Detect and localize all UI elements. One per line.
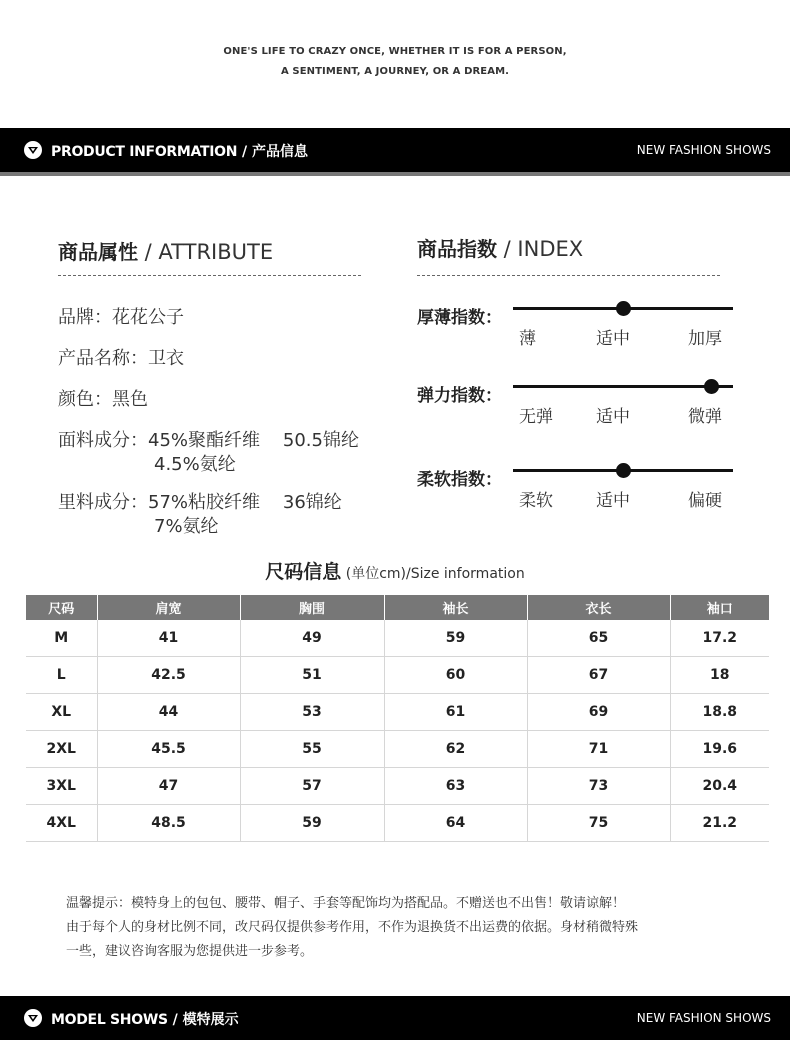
title-zh: / 产品信息 bbox=[237, 144, 309, 160]
index-label: 柔软指数： bbox=[417, 470, 502, 490]
table-cell: 59 bbox=[240, 805, 384, 842]
index-heading bbox=[417, 233, 583, 262]
title-en: PRODUCT INFORMATION bbox=[51, 144, 238, 160]
table-cell: 44 bbox=[97, 694, 240, 731]
new-fashion-shows-label: NEW FASHION SHOWS bbox=[636, 1011, 771, 1025]
table-cell: 21.2 bbox=[670, 805, 769, 842]
index-track bbox=[513, 385, 733, 388]
tips-line-3: 一些，建议咨询客服为您提供进一步参考。 bbox=[66, 944, 314, 959]
header-sleeve: 袖长 bbox=[384, 595, 527, 620]
chevron-down-circle-icon bbox=[24, 1009, 42, 1027]
table-cell: 3XL bbox=[26, 768, 97, 805]
table-cell: 63 bbox=[384, 768, 527, 805]
table-cell: 73 bbox=[527, 768, 670, 805]
attr-lining-line2: 7%氨纶 bbox=[154, 516, 219, 537]
header-cuff: 袖口 bbox=[670, 595, 769, 620]
table-cell: 19.6 bbox=[670, 731, 769, 768]
table-cell: 71 bbox=[527, 731, 670, 768]
index-mid-text: 适中 bbox=[596, 407, 630, 427]
model-shows-header bbox=[0, 996, 790, 1040]
table-cell: 62 bbox=[384, 731, 527, 768]
table-cell: 42.5 bbox=[97, 657, 240, 694]
tips-line-1: 温馨提示：模特身上的包包、腰带、帽子、手套等配饰均为搭配品。不赠送也不出售！敬请谅解！ bbox=[66, 896, 626, 911]
attr-fabric-line2: 4.5%氨纶 bbox=[154, 454, 236, 475]
size-table bbox=[26, 595, 769, 842]
table-cell: 49 bbox=[240, 620, 384, 657]
attribute-heading-en: / ATTRIBUTE bbox=[138, 240, 274, 264]
table-cell: XL bbox=[26, 694, 97, 731]
header-length: 衣长 bbox=[527, 595, 670, 620]
table-row bbox=[26, 768, 769, 805]
product-information-header bbox=[0, 128, 790, 176]
index-label: 弹力指数： bbox=[417, 386, 502, 406]
index-marker bbox=[616, 463, 631, 478]
table-cell: 18.8 bbox=[670, 694, 769, 731]
table-cell: 45.5 bbox=[97, 731, 240, 768]
table-cell: 65 bbox=[527, 620, 670, 657]
table-cell: 57 bbox=[240, 768, 384, 805]
index-left-text: 薄 bbox=[519, 329, 536, 349]
table-row bbox=[26, 805, 769, 842]
table-cell: 48.5 bbox=[97, 805, 240, 842]
index-right-text: 偏硬 bbox=[688, 491, 722, 511]
motto-line-1: ONE'S LIFE TO CRAZY ONCE, WHETHER IT IS FOR A PERSON, bbox=[223, 46, 567, 57]
motto-line-2: A SENTIMENT, A JOURNEY, OR A DREAM. bbox=[280, 66, 510, 77]
size-title-sub: (单位cm)/Size information bbox=[341, 566, 525, 582]
table-cell: 41 bbox=[97, 620, 240, 657]
size-information-title bbox=[0, 557, 790, 584]
index-left-text: 柔软 bbox=[519, 491, 553, 511]
table-cell: 53 bbox=[240, 694, 384, 731]
new-fashion-shows-label: NEW FASHION SHOWS bbox=[636, 143, 771, 157]
table-cell: 69 bbox=[527, 694, 670, 731]
table-cell: 75 bbox=[527, 805, 670, 842]
table-cell: 51 bbox=[240, 657, 384, 694]
tips-line-2: 由于每个人的身材比例不同，改尺码仅提供参考作用，不作为退换货不出运费的依据。身材稍微特殊 bbox=[66, 920, 639, 935]
table-row bbox=[26, 694, 769, 731]
table-cell: 47 bbox=[97, 768, 240, 805]
index-divider bbox=[417, 275, 720, 276]
index-right-text: 微弹 bbox=[688, 407, 722, 427]
attr-lining: 里料成分：57%粘胶纤维 36锦纶 bbox=[58, 492, 342, 513]
attribute-divider bbox=[58, 275, 361, 276]
table-cell: 2XL bbox=[26, 731, 97, 768]
table-cell: 60 bbox=[384, 657, 527, 694]
table-cell: 59 bbox=[384, 620, 527, 657]
size-table-header bbox=[26, 595, 769, 620]
header-shoulder: 肩宽 bbox=[97, 595, 240, 620]
table-cell: 67 bbox=[527, 657, 670, 694]
attr-fabric: 面料成分：45%聚酯纤维 50.5锦纶 bbox=[58, 430, 359, 451]
size-title-zh: 尺码信息 bbox=[265, 561, 342, 583]
table-cell: L bbox=[26, 657, 97, 694]
table-cell: 64 bbox=[384, 805, 527, 842]
index-marker bbox=[704, 379, 719, 394]
attribute-heading-zh: 商品属性 bbox=[58, 240, 138, 264]
attr-brand: 品牌：花花公子 bbox=[58, 307, 184, 328]
index-label: 厚薄指数： bbox=[417, 308, 502, 328]
table-cell: 17.2 bbox=[670, 620, 769, 657]
product-information-title bbox=[51, 141, 308, 161]
attr-product-name: 产品名称：卫衣 bbox=[58, 348, 184, 369]
index-right-text: 加厚 bbox=[688, 329, 722, 349]
table-cell: M bbox=[26, 620, 97, 657]
model-shows-title bbox=[51, 1009, 239, 1029]
index-heading-zh: 商品指数 bbox=[417, 237, 497, 261]
tips-notes bbox=[66, 892, 638, 964]
index-mid-text: 适中 bbox=[596, 329, 630, 349]
table-cell: 4XL bbox=[26, 805, 97, 842]
index-left-text: 无弹 bbox=[519, 407, 553, 427]
header-chest: 胸围 bbox=[240, 595, 384, 620]
header-size: 尺码 bbox=[26, 595, 97, 620]
attr-color: 颜色：黑色 bbox=[58, 389, 148, 410]
index-heading-en: / INDEX bbox=[497, 237, 584, 261]
chevron-down-circle-icon bbox=[24, 141, 42, 159]
attribute-heading bbox=[58, 236, 273, 265]
table-row bbox=[26, 657, 769, 694]
title-en: MODEL SHOWS bbox=[51, 1012, 168, 1028]
table-cell: 18 bbox=[670, 657, 769, 694]
index-marker bbox=[616, 301, 631, 316]
title-zh: / 模特展示 bbox=[167, 1012, 239, 1028]
table-row bbox=[26, 731, 769, 768]
table-cell: 61 bbox=[384, 694, 527, 731]
index-mid-text: 适中 bbox=[596, 491, 630, 511]
table-row bbox=[26, 620, 769, 657]
table-cell: 55 bbox=[240, 731, 384, 768]
table-cell: 20.4 bbox=[670, 768, 769, 805]
